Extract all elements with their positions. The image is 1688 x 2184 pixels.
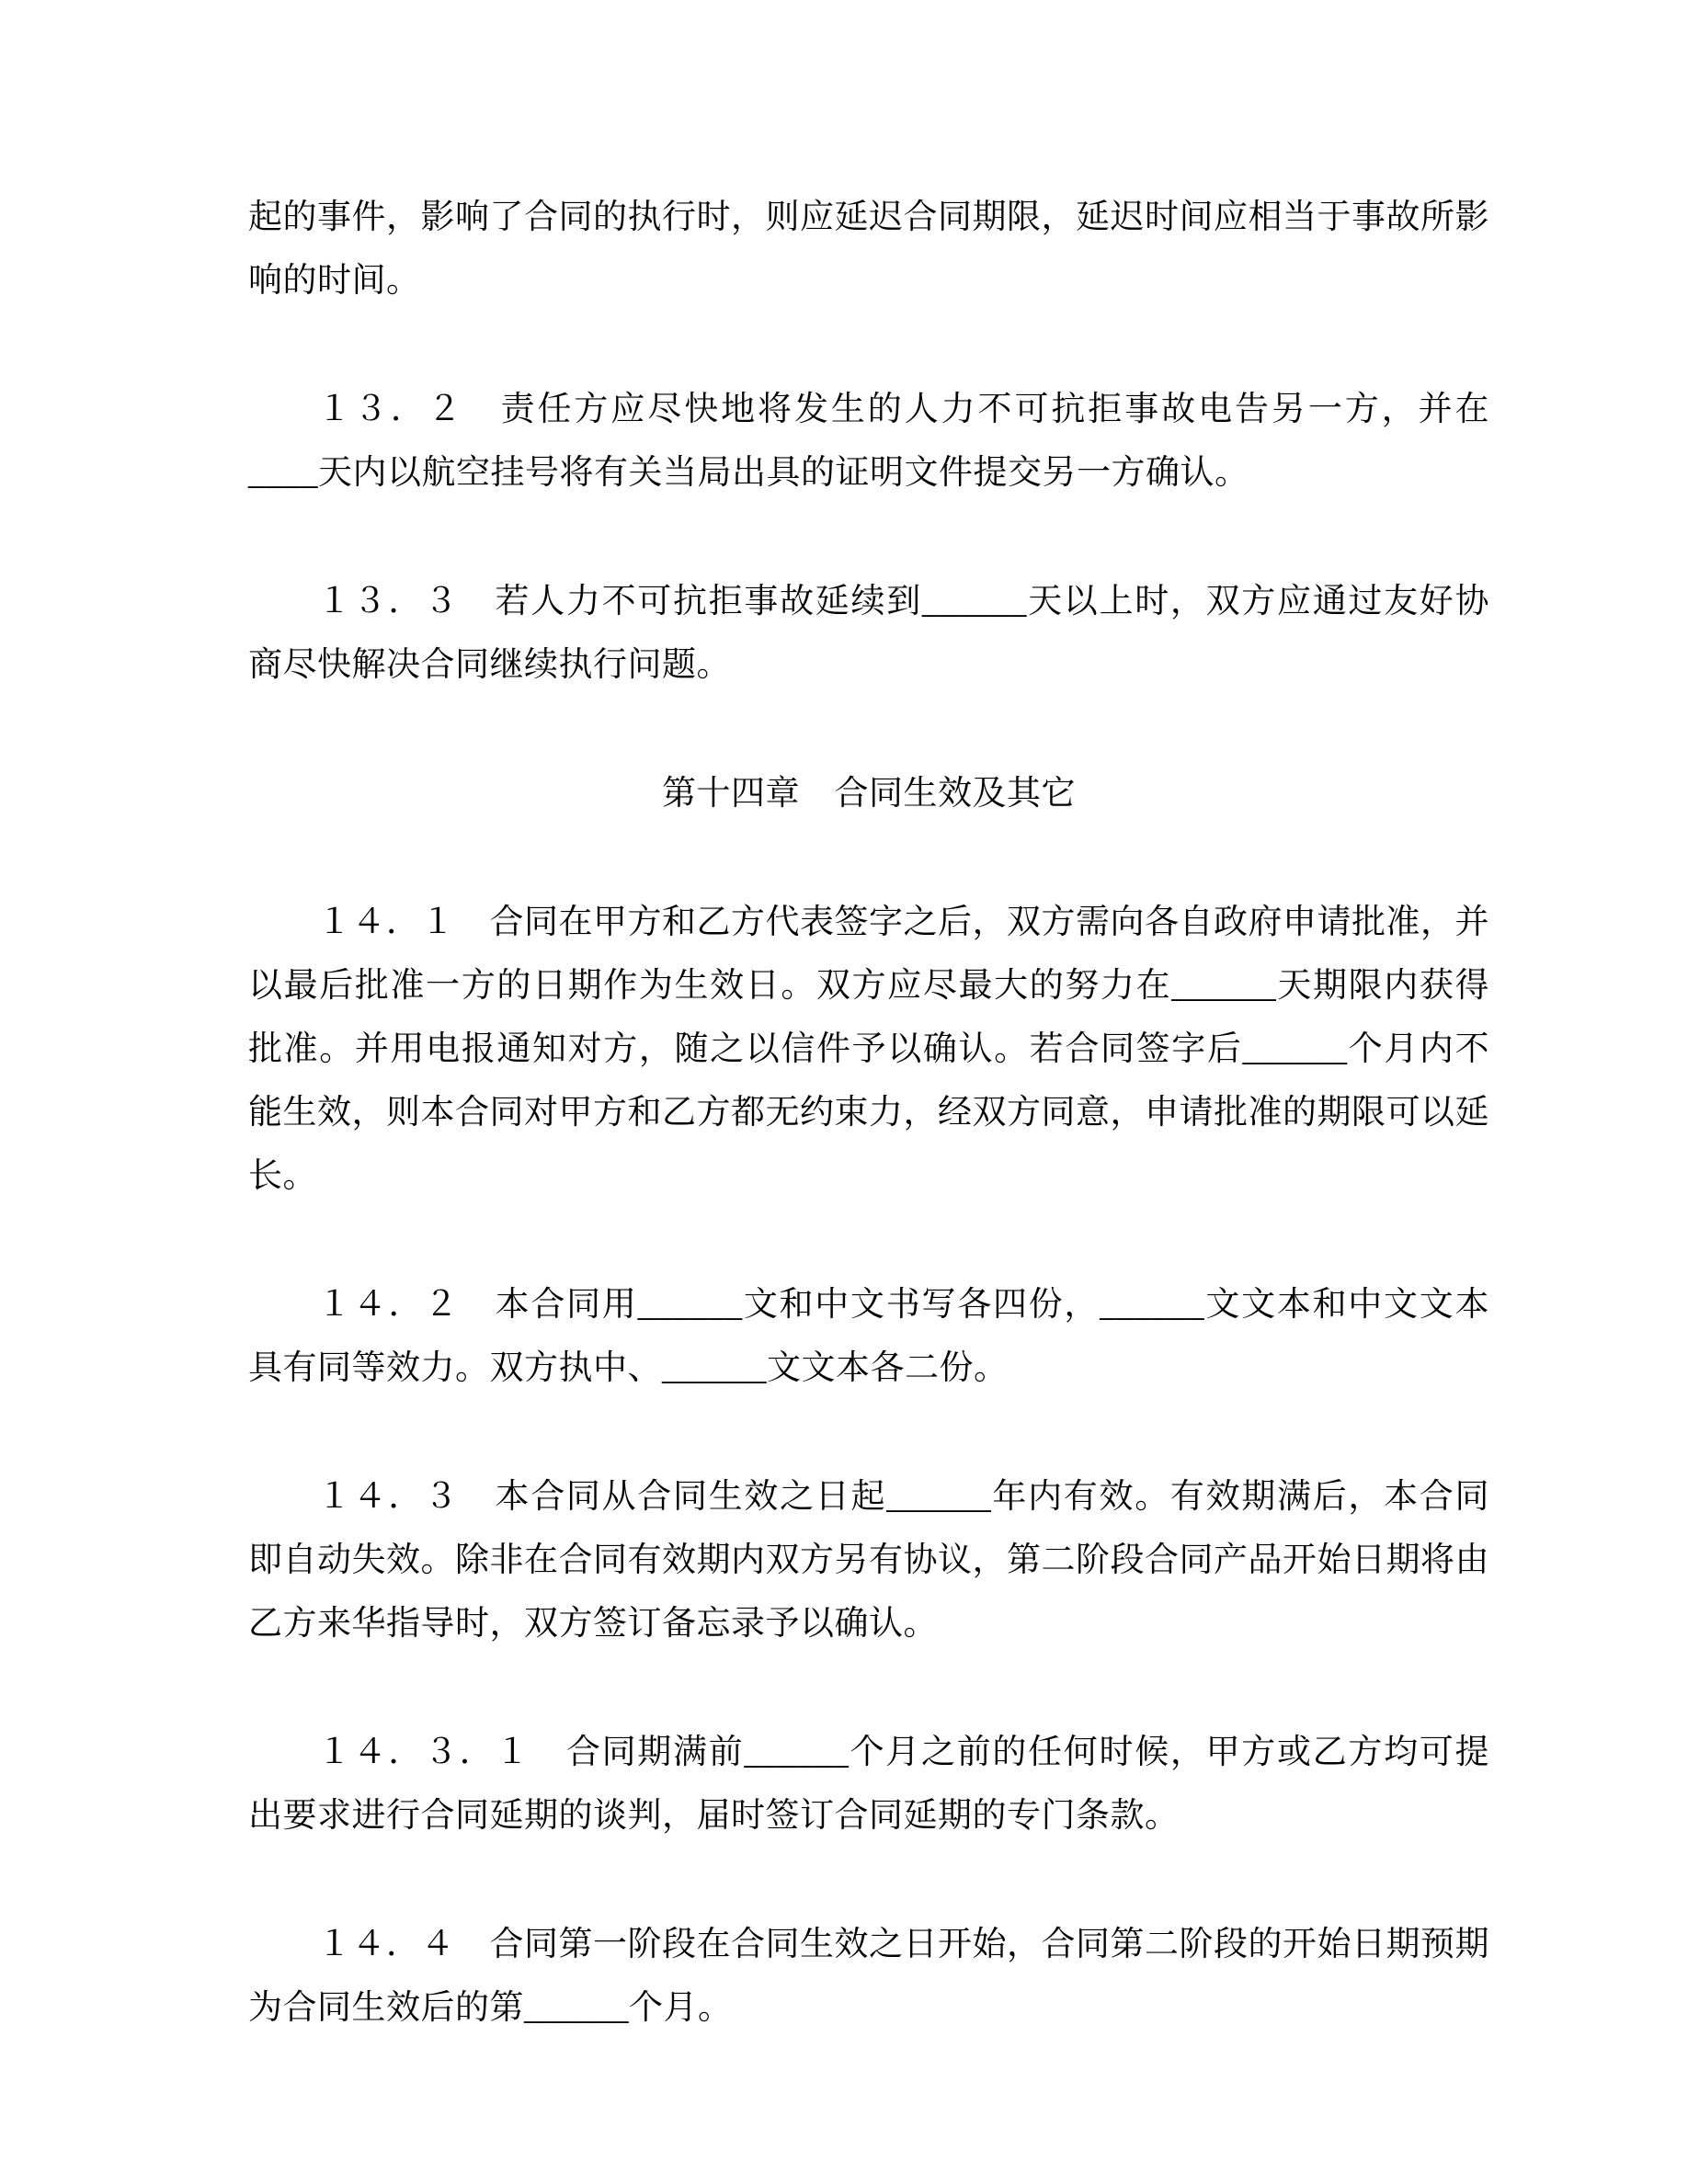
clause-14-4-text: １４．４ 合同第一阶段在合同生效之日开始，合同第二阶段的开始日期预期为合同生效后的第______个月。 (248, 1926, 1489, 2027)
clause-14-3-1-text: １４．３．１ 合同期满前______个月之前的任何时候，甲方或乙方均可提出要求进行合同延期的谈判，届时签订合同延期的专门条款。 (248, 1734, 1489, 1835)
clause-14-3-text: １４．３ 本合同从合同生效之日起______年内有效。有效期满后，本合同即自动失效。除非在合同有效期内双方另有协议，第二阶段合同产品开始日期将由乙方来华指导时，双方签订备忘录予以确认。 (248, 1478, 1489, 1643)
clause-13-1-continuation-text: 起的事件，影响了合同的执行时，则应延迟合同期限，延迟时间应相当于事故所影响的时间。 (248, 199, 1489, 300)
clause-14-2-text: １４．２ 本合同用______文和中文书写各四份，______文文本和中文文本具有同等效力。双方执中、______文文本各二份。 (248, 1286, 1489, 1387)
chapter-14-heading: 第十四章 合同生效及其它 (662, 775, 1076, 813)
clause-14-1-text: １４．１ 合同在甲方和乙方代表签字之后，双方需向各自政府申请批准，并以最后批准一方的日期作为生效日。双方应尽最大的努力在______天期限内获得批准。并用电报通知对方，随之以信件予以确认。若合同签字后______个月内不能生效，则本合同对甲方和乙方都无约束力，经双方同意，申请批准的期限可以延长。 (248, 904, 1489, 1195)
clause-13-2-text: １３．２ 责任方应尽快地将发生的人力不可抗拒事故电告另一方，并在____天内以航空挂号将有关当局出具的证明文件提交另一方确认。 (248, 391, 1489, 492)
clause-13-3-text: １３．３ 若人力不可抗拒事故延续到______天以上时，双方应通过友好协商尽快解决合同继续执行问题。 (248, 583, 1489, 684)
contract-body (248, 186, 1489, 2040)
